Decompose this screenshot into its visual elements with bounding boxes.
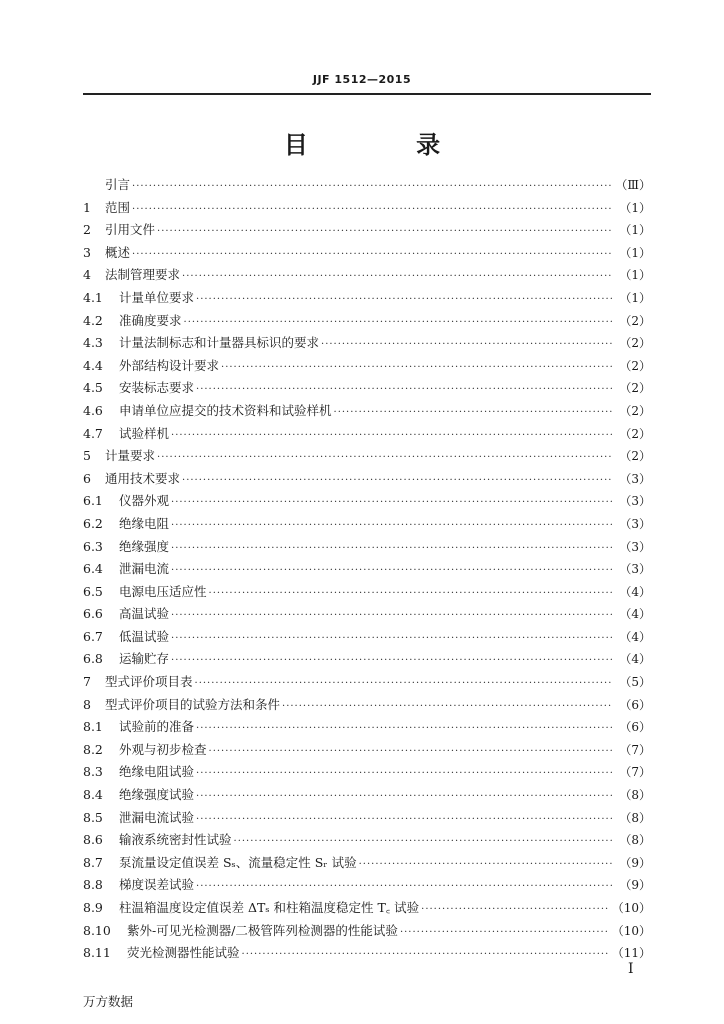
toc-entry-number: 8.1 bbox=[83, 719, 103, 735]
toc-dot-leader bbox=[196, 294, 613, 305]
toc-entry[interactable] bbox=[83, 288, 651, 311]
toc-entry-number: 4.6 bbox=[83, 402, 103, 418]
toc-entry[interactable] bbox=[83, 695, 651, 718]
toc-entry-title: 准确度要求 bbox=[119, 312, 182, 328]
header-divider bbox=[83, 93, 651, 95]
toc-entry[interactable] bbox=[83, 356, 651, 379]
toc-entry[interactable] bbox=[83, 265, 651, 288]
toc-dot-leader bbox=[157, 452, 613, 463]
toc-entry-title: 计量单位要求 bbox=[119, 289, 195, 305]
toc-entry-page: （8） bbox=[619, 788, 651, 803]
toc-entry-title: 外观与初步检查 bbox=[119, 741, 207, 757]
toc-entry-title: 低温试验 bbox=[119, 628, 170, 644]
toc-entry-page: （1） bbox=[619, 268, 651, 283]
toc-entry-number: 6.8 bbox=[83, 651, 103, 667]
toc-entry-title: 运输贮存 bbox=[119, 651, 170, 667]
toc-entry[interactable] bbox=[83, 220, 651, 243]
toc-entry-title: 引言 bbox=[105, 177, 131, 192]
table-of-contents bbox=[83, 175, 651, 966]
toc-entry[interactable] bbox=[83, 559, 651, 582]
toc-entry-title: 外部结构设计要求 bbox=[119, 357, 220, 373]
toc-entry-number: 6 bbox=[83, 470, 91, 486]
toc-entry-number: 4.7 bbox=[83, 425, 103, 441]
toc-dot-leader bbox=[400, 927, 608, 938]
toc-entry[interactable] bbox=[83, 740, 651, 763]
toc-entry-page: （3） bbox=[619, 516, 651, 531]
toc-entry[interactable] bbox=[83, 853, 651, 876]
toc-entry[interactable] bbox=[83, 175, 651, 198]
toc-entry-page: （8） bbox=[619, 833, 651, 848]
toc-entry-number: 1 bbox=[83, 199, 91, 215]
toc-entry-page: （4） bbox=[619, 607, 651, 622]
toc-entry-title: 申请单位应提交的技术资料和试验样机 bbox=[119, 402, 332, 418]
toc-entry-number: 6.7 bbox=[83, 628, 103, 644]
toc-dot-leader bbox=[209, 588, 613, 599]
toc-entry-title: 绝缘电阻 bbox=[119, 515, 170, 531]
toc-dot-leader bbox=[157, 226, 613, 237]
toc-entry-title: 计量法制标志和计量器具标识的要求 bbox=[119, 335, 320, 351]
toc-entry-number: 4.4 bbox=[83, 357, 103, 373]
toc-entry-number: 8.2 bbox=[83, 741, 103, 757]
toc-entry-title: 泵流量设定值误差 Sₛ、流量稳定性 Sᵣ 试验 bbox=[119, 854, 357, 870]
toc-entry-page: （1） bbox=[619, 290, 651, 305]
toc-entry-title: 法制管理要求 bbox=[105, 267, 181, 283]
toc-entry[interactable] bbox=[83, 898, 651, 921]
toc-entry-title: 概述 bbox=[105, 244, 131, 260]
toc-dot-leader bbox=[209, 746, 613, 757]
toc-entry-title: 型式评价项目的试验方法和条件 bbox=[105, 696, 281, 712]
toc-entry[interactable] bbox=[83, 491, 651, 514]
toc-dot-leader bbox=[196, 814, 613, 825]
toc-entry[interactable] bbox=[83, 243, 651, 266]
toc-entry[interactable] bbox=[83, 649, 651, 672]
toc-entry-page: （6） bbox=[619, 720, 651, 735]
toc-entry-page: （3） bbox=[619, 494, 651, 509]
toc-dot-leader bbox=[421, 904, 608, 915]
toc-entry-title: 荧光检测器性能试验 bbox=[127, 945, 240, 961]
toc-entry-number: 6.3 bbox=[83, 538, 103, 554]
toc-entry-title: 泄漏电流 bbox=[119, 561, 170, 577]
toc-dot-leader bbox=[171, 610, 613, 621]
toc-dot-leader bbox=[221, 362, 613, 373]
toc-dot-leader bbox=[321, 339, 613, 350]
toc-entry-number: 7 bbox=[83, 674, 91, 690]
toc-entry[interactable] bbox=[83, 446, 651, 469]
toc-entry-title: 高温试验 bbox=[119, 606, 170, 622]
toc-dot-leader bbox=[195, 678, 613, 689]
toc-dot-leader bbox=[196, 723, 613, 734]
toc-entry[interactable] bbox=[83, 582, 651, 605]
toc-entry[interactable] bbox=[83, 627, 651, 650]
toc-dot-leader bbox=[242, 949, 608, 960]
toc-entry[interactable] bbox=[83, 333, 651, 356]
toc-entry-page: （2） bbox=[619, 313, 651, 328]
toc-entry-title: 梯度误差试验 bbox=[119, 877, 195, 893]
toc-entry-title: 泄漏电流试验 bbox=[119, 809, 195, 825]
toc-entry-number: 8.5 bbox=[83, 809, 103, 825]
toc-entry-number: 6.2 bbox=[83, 515, 103, 531]
toc-entry-title: 试验样机 bbox=[119, 425, 170, 441]
page-number: I bbox=[628, 961, 634, 977]
toc-entry-number: 6.1 bbox=[83, 493, 103, 509]
toc-entry[interactable] bbox=[83, 537, 651, 560]
toc-entry-page: （10） bbox=[611, 901, 651, 915]
toc-entry-page: （9） bbox=[619, 855, 651, 870]
toc-entry-page: （11） bbox=[611, 946, 651, 961]
toc-entry-number: 6.5 bbox=[83, 583, 103, 599]
toc-dot-leader bbox=[182, 271, 613, 282]
toc-entry-title: 电源电压适应性 bbox=[119, 583, 207, 599]
toc-entry-page: （2） bbox=[619, 336, 651, 351]
toc-entry-title: 安装标志要求 bbox=[119, 380, 195, 396]
toc-entry-number: 8 bbox=[83, 696, 91, 712]
toc-dot-leader bbox=[196, 881, 613, 892]
toc-dot-leader bbox=[132, 181, 611, 192]
toc-entry-page: （9） bbox=[619, 878, 651, 893]
toc-entry-title: 引用文件 bbox=[105, 222, 156, 238]
toc-entry-title: 型式评价项目表 bbox=[105, 674, 193, 690]
toc-entry-number: 8.6 bbox=[83, 832, 103, 848]
toc-entry-title: 试验前的准备 bbox=[119, 719, 195, 735]
toc-dot-leader bbox=[334, 407, 613, 418]
toc-entry[interactable] bbox=[83, 604, 651, 627]
toc-dot-leader bbox=[171, 430, 613, 441]
toc-entry-number: 8.11 bbox=[83, 945, 111, 961]
toc-entry-page: （10） bbox=[611, 923, 651, 938]
toc-entry-title: 输液系统密封性试验 bbox=[119, 832, 232, 848]
toc-entry[interactable] bbox=[83, 672, 651, 695]
toc-entry-page: （4） bbox=[619, 629, 651, 644]
source-watermark: 万方数据 bbox=[83, 994, 134, 1009]
toc-entry-title: 计量要求 bbox=[105, 448, 156, 464]
toc-entry-page: （1） bbox=[619, 200, 651, 215]
toc-dot-leader bbox=[171, 543, 613, 554]
toc-entry-number: 3 bbox=[83, 244, 91, 260]
toc-dot-leader bbox=[184, 317, 613, 328]
toc-dot-leader bbox=[171, 520, 613, 531]
toc-entry-page: （6） bbox=[619, 697, 651, 712]
document-code: JJF 1512—2015 bbox=[312, 73, 412, 86]
toc-entry-page: （8） bbox=[619, 810, 651, 825]
toc-entry-page: （2） bbox=[619, 426, 651, 441]
toc-entry-number: 8.9 bbox=[83, 900, 103, 915]
toc-entry-number: 5 bbox=[83, 448, 91, 464]
toc-entry-number: 4.3 bbox=[83, 335, 103, 351]
toc-entry[interactable] bbox=[83, 378, 651, 401]
toc-entry-number: 8.10 bbox=[83, 922, 111, 938]
toc-entry[interactable] bbox=[83, 198, 651, 221]
toc-dot-leader bbox=[234, 836, 613, 847]
toc-entry-page: （4） bbox=[619, 652, 651, 667]
toc-entry-page: （3） bbox=[619, 562, 651, 577]
toc-entry-page: （5） bbox=[619, 675, 651, 690]
toc-entry-number: 8.8 bbox=[83, 877, 103, 893]
toc-entry-page: （4） bbox=[619, 584, 651, 599]
toc-dot-leader bbox=[196, 791, 613, 802]
toc-entry-title: 范围 bbox=[105, 199, 131, 215]
toc-entry[interactable] bbox=[83, 424, 651, 447]
toc-entry-title: 仪器外观 bbox=[119, 493, 170, 509]
toc-entry[interactable] bbox=[83, 469, 651, 492]
toc-dot-leader bbox=[359, 859, 613, 870]
toc-entry-title: 紫外-可见光检测器/二极管阵列检测器的性能试验 bbox=[127, 922, 398, 938]
toc-entry-number: 4.2 bbox=[83, 312, 103, 328]
toc-entry-page: （Ⅲ） bbox=[615, 178, 651, 192]
toc-entry[interactable] bbox=[83, 762, 651, 785]
toc-entry[interactable] bbox=[83, 875, 651, 898]
toc-entry[interactable] bbox=[83, 830, 651, 853]
toc-entry-page: （1） bbox=[619, 245, 651, 260]
toc-dot-leader bbox=[182, 475, 613, 486]
toc-entry-number: 8.7 bbox=[83, 854, 103, 870]
toc-entry-number: 4 bbox=[83, 267, 91, 283]
toc-entry-page: （3） bbox=[619, 539, 651, 554]
toc-entry-title: 绝缘电阻试验 bbox=[119, 764, 195, 780]
toc-entry[interactable] bbox=[83, 921, 651, 944]
toc-entry-number: 6.6 bbox=[83, 606, 103, 622]
toc-entry-number: 2 bbox=[83, 222, 91, 238]
toc-dot-leader bbox=[282, 701, 613, 712]
toc-entry-page: （7） bbox=[619, 765, 651, 780]
toc-entry[interactable] bbox=[83, 311, 651, 334]
toc-entry[interactable] bbox=[83, 943, 651, 966]
toc-entry-number: 8.4 bbox=[83, 787, 103, 803]
toc-dot-leader bbox=[132, 249, 613, 260]
toc-entry-title: 绝缘强度 bbox=[119, 538, 170, 554]
toc-dot-leader bbox=[171, 655, 613, 666]
toc-entry[interactable] bbox=[83, 808, 651, 831]
toc-entry-number: 4.1 bbox=[83, 289, 103, 305]
toc-entry-page: （3） bbox=[619, 471, 651, 486]
toc-entry-title: 绝缘强度试验 bbox=[119, 787, 195, 803]
toc-entry[interactable] bbox=[83, 401, 651, 424]
toc-dot-leader bbox=[171, 565, 613, 576]
toc-entry-title: 柱温箱温度设定值误差 ΔTₛ 和柱箱温度稳定性 T꜀ 试验 bbox=[119, 900, 420, 915]
toc-entry-title: 通用技术要求 bbox=[105, 470, 181, 486]
toc-entry[interactable] bbox=[83, 785, 651, 808]
toc-entry-number: 6.4 bbox=[83, 561, 103, 577]
toc-entry-page: （2） bbox=[619, 381, 651, 396]
toc-dot-leader bbox=[171, 497, 613, 508]
toc-entry-page: （1） bbox=[619, 223, 651, 238]
toc-entry-page: （2） bbox=[619, 358, 651, 373]
toc-dot-leader bbox=[132, 204, 613, 215]
toc-entry-page: （2） bbox=[619, 449, 651, 464]
toc-dot-leader bbox=[196, 384, 613, 395]
toc-entry-number: 8.3 bbox=[83, 764, 103, 780]
toc-entry-number: 4.5 bbox=[83, 380, 103, 396]
toc-dot-leader bbox=[171, 633, 613, 644]
toc-title: 目 录 bbox=[283, 131, 491, 159]
toc-entry[interactable] bbox=[83, 514, 651, 537]
toc-entry-page: （2） bbox=[619, 403, 651, 418]
toc-entry[interactable] bbox=[83, 717, 651, 740]
toc-entry-page: （7） bbox=[619, 742, 651, 757]
toc-dot-leader bbox=[196, 768, 613, 779]
